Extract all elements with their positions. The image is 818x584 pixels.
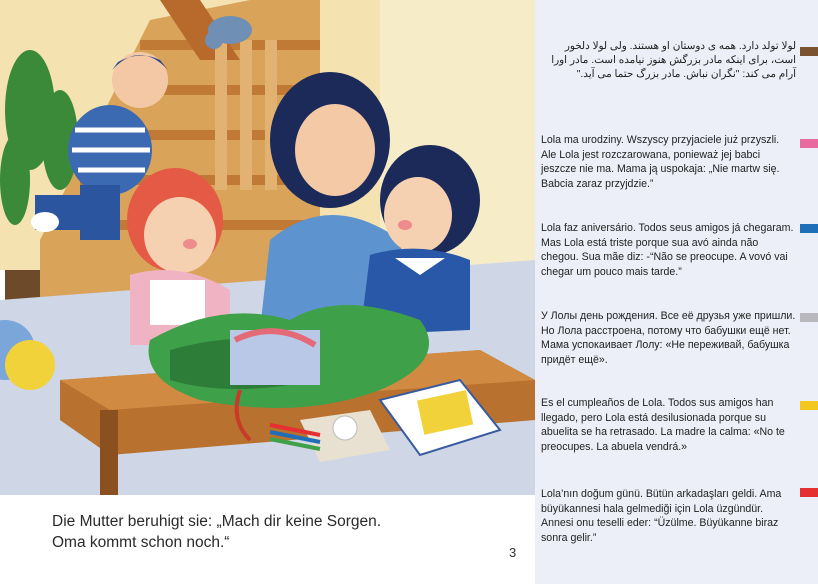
translation-text: Es el cumpleaños de Lola. Todos sus amigos han llegado, pero Lola está desilusionada porque su abuelita se ha retrasado. La madre la calma: «No te preocupes. La abuela vendrá.» (541, 397, 785, 453)
caption-line-1: Die Mutter beruhigt sie: „Mach dir keine Sorgen. (52, 513, 382, 530)
translation-text: Lola’nın doğum günü. Bütün arkadaşları geldi. Ama büyükannesi hala gelmediği için Lola üzgündür. Annesi onu teselli eder: “Üzülme. Büyükanne biraz sonra gelir.” (541, 488, 782, 544)
portuguese-color-swatch (800, 224, 818, 233)
translation-persian (541, 40, 796, 82)
caption (52, 511, 472, 553)
translation-turkish (541, 487, 796, 545)
persian-color-swatch (800, 47, 818, 56)
translation-spanish (541, 396, 796, 454)
russian-color-swatch (800, 313, 818, 322)
spanish-color-swatch (800, 401, 818, 410)
translation-text: لولا تولد دارد. همه ی دوستان او هستند. ولی لولا دلخور است، برای اینکه مادر بزرگش هنوز نیامده است. مادر اورا آرام می کند: "نگران نباش. مادر بزرگ حتما می آید." (551, 41, 796, 80)
translation-text: У Лолы день рождения. Все её друзья уже пришли. Но Лола расстроена, потому что бабушки ещё нет. Мама успокаивает Лолу: «Не переживай, бабушка придёт ещё». (541, 310, 796, 366)
translations-panel (535, 0, 818, 584)
caption-line-2: Oma kommt schon noch.“ (52, 534, 230, 551)
translation-portuguese (541, 221, 796, 279)
translation-russian (541, 309, 796, 367)
translation-text: Lola ma urodziny. Wszyscy przyjaciele już przyszli. Ale Lola jest rozczarowana, ponieważ jej babci jeszcze nie ma. Mama ją uspokaja: „Nie martw się. Babcia zaraz przyjdzie.” (541, 134, 780, 190)
translation-polish (541, 133, 796, 191)
polish-color-swatch (800, 139, 818, 148)
page-number: 3 (509, 545, 517, 560)
translation-text: Lola faz aniversário. Todos seus amigos já chegaram. Mas Lola está triste porque sua avó ainda não chegou. Sua mãe diz: -“Não se preocupe. A vovó vai chegar um pouco mais tarde.” (541, 222, 794, 278)
turkish-color-swatch (800, 488, 818, 497)
